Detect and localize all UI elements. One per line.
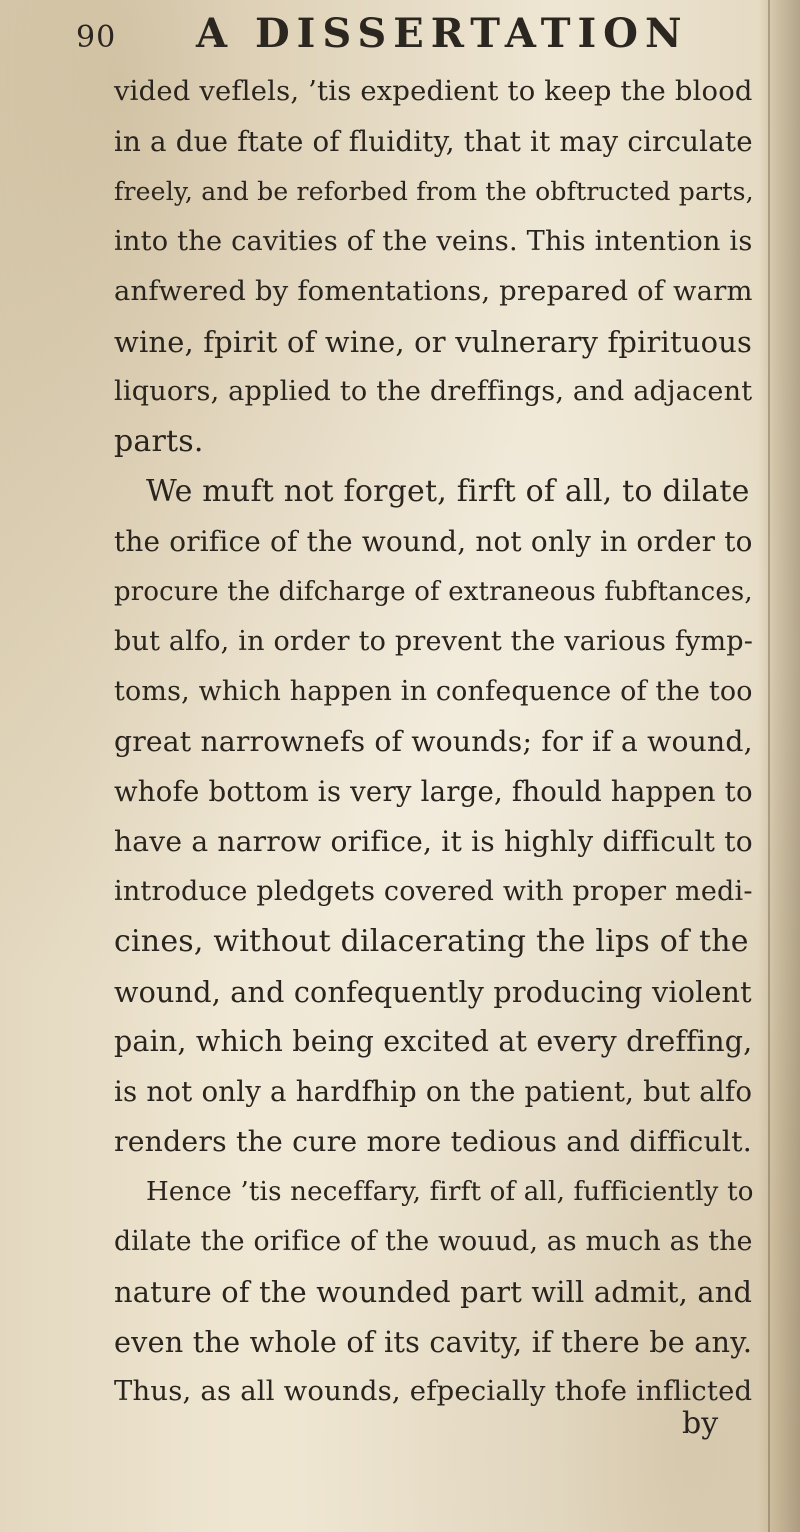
text-line: renders the cure more tedious and difficult. — [114, 1125, 752, 1158]
text-line: We muft not forget, firft of all, to dilate — [146, 474, 750, 509]
text-line: even the whole of its cavity, if there be any. — [114, 1325, 753, 1359]
text-line: but alfo, in order to prevent the various fymp- — [114, 626, 754, 657]
catchword: by — [682, 1406, 719, 1441]
text-line: toms, which happen in confequence of the too — [114, 676, 753, 707]
text-line: Hence ’tis neceffary, firft of all, fufficiently to — [146, 1177, 754, 1207]
header-title: A DISSERTATION — [196, 10, 689, 57]
text-line: dilate the orifice of the wouud, as much as the — [114, 1226, 753, 1257]
text-line: is not only a hardfhip on the patient, but alfo — [114, 1075, 753, 1108]
text-line: the orifice of the wound, not only in order to — [114, 525, 753, 558]
text-line: wound, and confequently producing violent — [114, 975, 752, 1009]
text-line: liquors, applied to the dreffings, and adjacent — [114, 376, 753, 407]
page-gutter-line — [768, 0, 770, 1532]
text-line: cines, without dilacerating the lips of the — [114, 924, 749, 959]
text-line: great narrownefs of wounds; for if a wound, — [114, 725, 753, 758]
text-line: introduce pledgets covered with proper medi- — [114, 876, 753, 907]
text-line: wine, fpirit of wine, or vulnerary fpirituous — [114, 325, 753, 359]
text-line: nature of the wounded part will admit, and — [114, 1275, 753, 1309]
text-line: parts. — [114, 424, 204, 459]
page-edge-shadow — [758, 0, 800, 1532]
text-line: into the cavities of the veins. This intention is — [114, 226, 753, 257]
text-line: procure the difcharge of extraneous fubftances, — [114, 577, 753, 607]
text-line: have a narrow orifice, it is highly difficult to — [114, 825, 753, 858]
text-line: freely, and be reforbed from the obftructed parts, — [114, 177, 754, 206]
text-line: whofe bottom is very large, fhould happen to — [114, 775, 753, 808]
page-number: 90 — [76, 20, 117, 55]
text-line: anfwered by fomentations, prepared of warm — [114, 276, 753, 307]
text-line: pain, which being excited at every dreffing, — [114, 1025, 753, 1058]
running-head — [76, 10, 689, 70]
text-line: vided veflels, ’tis expedient to keep the blood — [114, 76, 753, 107]
text-line: Thus, as all wounds, efpecially thofe inflicted — [114, 1376, 753, 1407]
text-line: in a due ftate of fluidity, that it may circulate — [114, 125, 753, 158]
